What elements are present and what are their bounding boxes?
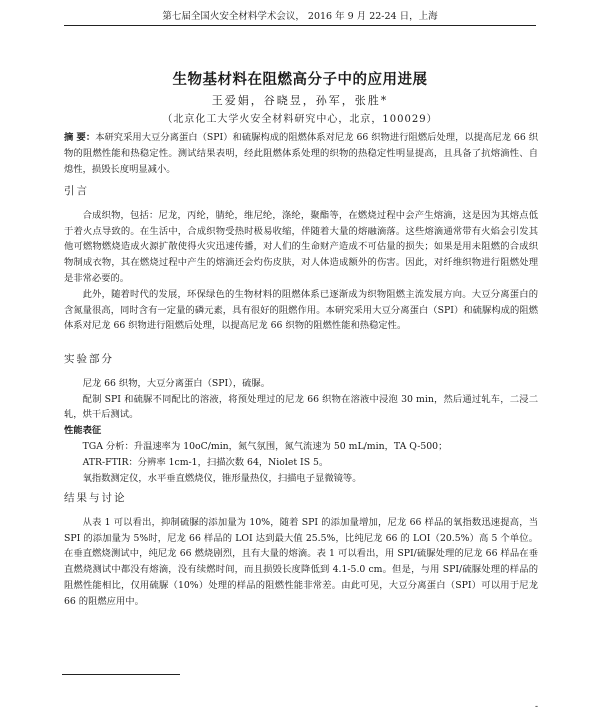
- page-corner-mark: -: [534, 702, 538, 712]
- experiment-heading: 实验部分: [64, 353, 114, 365]
- characterization-heading: 性能表征: [64, 425, 102, 437]
- intro-section: [64, 184, 538, 334]
- intro-heading: 引言: [64, 185, 89, 197]
- abstract-label: 摘 要：: [64, 132, 96, 143]
- results-heading: 结果与讨论: [64, 492, 127, 504]
- running-header: 第七届全国火安全材料学术会议， 2016 年 9 月 22-24 日，上海: [64, 8, 536, 26]
- instruments-text: 氧指数测定仪，水平垂直燃烧仪，锥形量热仪，扫描电子显微镜等。: [82, 472, 362, 484]
- intro-paragraph: 此外，随着时代的发展，环保绿色的生物材料的阻燃体系已逐渐成为织物阻燃主流发展方向。大豆分离蛋白的含氮量很高，同时含有一定量的磷元素，具有很好的阻燃作用。本研究采用大豆分离蛋白（SPI）和硫脲构成的阻燃体系对尼龙 66 织物进行阻燃后处理，以提高尼龙 66 织物的阻燃性能和热稳定性。: [64, 288, 538, 332]
- footnote-divider: [62, 674, 180, 675]
- author-list: 王爱娟，谷晓昱，孙军，张胜*: [211, 94, 389, 107]
- experiment-section: [64, 352, 538, 486]
- ftir-text: ATR-FTIR：分辨率 1cm-1，扫描次数 64，Niolet IS 5。: [82, 456, 329, 468]
- tga-text: TGA 分析：升温速率为 10oC/min，氮气氛围，氮气流速为 50 mL/min，TA Q-500；: [82, 440, 448, 452]
- materials-text: 尼龙 66 织物，大豆分离蛋白（SPI），硫脲。: [82, 377, 271, 389]
- intro-paragraph: 合成织物，包括：尼龙，丙纶，腈纶，维尼纶，涤纶，聚酯等，在燃烧过程中会产生熔滴，这是因为其熔点低于着火点导致的。在生活中，合成织物受热时极易收缩，伴随着大量的熔融滴落。这些熔滴通常带有火焰会引发其他可燃物燃烧造成火源扩散使得火灾迅速传播，对人们的生命财产造成不可估量的损失；如果是用未阻燃的合成织物制成衣物，其在燃烧过程中产生的熔滴还会灼伤皮肤，对人体造成额外的伤害。因此，对纤维织物进行阻燃处理是非常必要的。: [64, 209, 538, 284]
- paper-title: 生物基材料在阻燃高分子中的应用进展: [172, 72, 428, 88]
- results-section: [64, 491, 538, 610]
- abstract-text: 本研究采用大豆分离蛋白（SPI）和硫脲构成的阻燃体系对尼龙 66 织物进行阻燃后处理，以提高尼龙 66 织物的阻燃性能和热稳定性。测试结果表明，经此阻燃体系处理的织物的热稳定性明显提高，且具备了抗熔滴性、自熄性，损毁长度明显减小。: [64, 132, 538, 175]
- preparation-text: 配制 SPI 和硫脲不同配比的溶液，将预处理过的尼龙 66 织物在溶液中浸泡 30 min，然后通过轧车，二浸二轧，烘干后测试。: [64, 393, 538, 421]
- abstract-section: [64, 130, 538, 177]
- affiliation: （北京化工大学火安全材料研究中心，北京，100029）: [162, 114, 438, 125]
- results-paragraph: 从表 1 可以看出，抑制硫脲的添加量为 10%，随着 SPI 的添加量增加，尼龙 66 样品的氧指数迅速提高，当 SPI 的添加量为 5%时，尼龙 66 样品的 LOI 达到最大值 25.5%，比纯尼龙 66 的 LOI（20.5%）高 5 个单位。在垂直燃烧测试中，纯尼龙 66 燃烧剧烈，且有大量的熔滴。表 1 可以看出，用 SPI/硫脲处理的尼龙 66 样品在垂直燃烧测试中都没有熔滴，没有续燃时间，而且损毁长度降低到 4.1-5.0 cm。但是，与用 SPI/硫脲处理的样品的阻燃性能相比，仅用硫脲（10%）处理的样品的阻燃性能非常差。由此可见，大豆分离蛋白（SPI）可以用于尼龙 66 的阻燃应用中。: [64, 516, 538, 607]
